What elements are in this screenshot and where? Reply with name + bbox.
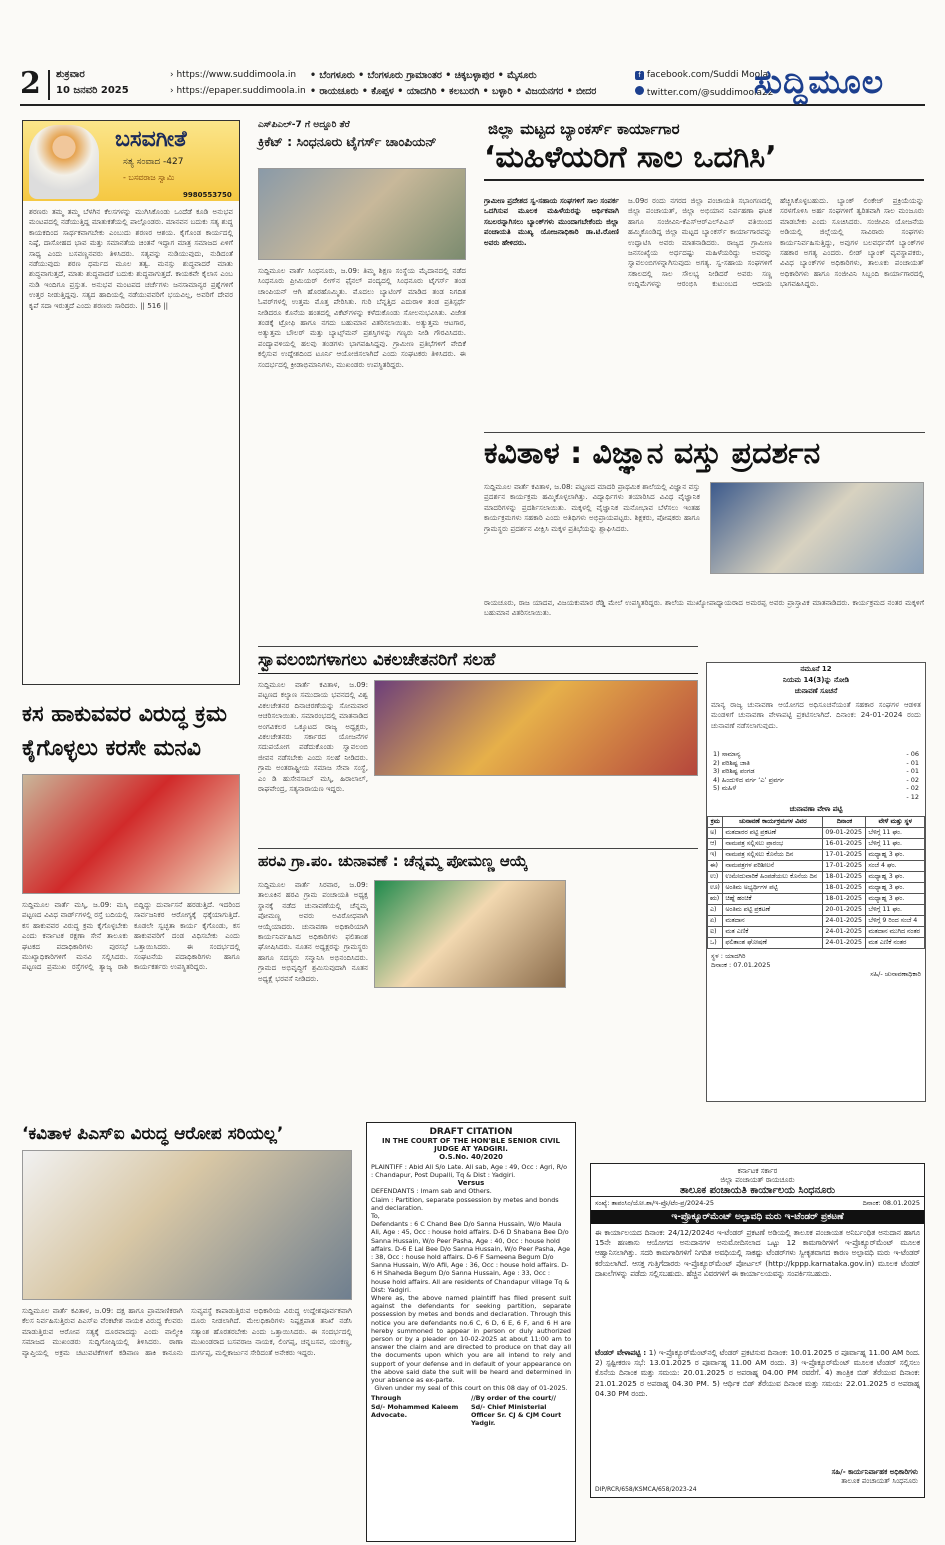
tender-ref: ಸಂಖ್ಯೆ: ತಾಪಂಸಿಂ/ಯೋ.ಶಾ/ಇ-ಪ್ರೊ/ಟೆಂ-ಪ್ರ/2024-25: [595, 1199, 714, 1207]
row-no: ಎ): [708, 905, 723, 916]
col-no: ಕ್ರಮ: [708, 817, 723, 828]
row-no: ಉ): [708, 872, 723, 883]
tender-schedule: ಟೆಂಡರ್ ವೇಳಾಪಟ್ಟಿ : 1) ಇ-ಪ್ರೊಕ್ಯೂರ್‌ಮೆಂಟ್‌ನಲ್ಲಿ ಟೆಂಡರ್ ಪ್ರಕಟಿಸುವ ದಿನಾಂಕ: 10.01.2025 ರ ಪೂರ್ವಾಹ್ನ 11.00 AM ರಿಂದ. 2) ಸ್ಪಷ್ಟೀಕರಣ ಸಭೆ: 13.01.2025 ರ ಪೂರ್ವಾಹ್ನ 11.00 AM ರಂದು. 3) ಇ-ಪ್ರೊಕ್ಯೂರ್‌ಮೆಂಟ್ ಮೂಲಕ ಟೆಂಡರ್ ಸಲ್ಲಿಸಲು ಕೊನೆಯ ದಿನಾಂಕ ಮತ್ತು ಸಮಯ: 20.01.2025 ರ ಅಪರಾಹ್ನ 04.00 PM ರವರೆಗೆ. 4) ತಾಂತ್ರಿಕ ಬಿಡ್ ತೆರೆಯುವ ದಿನಾಂಕ: 21.01.2025 ರ ಅಪರಾಹ್ನ 04.30 PM. 5) ಆರ್ಥಿಕ ಬಿಡ್ ತೆರೆಯುವ ದಿನಾಂಕ ಮತ್ತು ಸಮಯ: 22.01.2025 ರ ಅಪರಾಹ್ನ 04.30 PM ರಂದು.: [595, 1348, 920, 1398]
tender-gov: ಕರ್ನಾಟಕ ಸರ್ಕಾರ: [737, 1167, 778, 1175]
citation-court: IN THE COURT OF THE HON'BLE SENIOR CIVIL JUDGE AT YADGIRI.: [382, 1137, 560, 1153]
seat-list: [707, 748, 925, 803]
tender-banner: ಇ-ಪ್ರೊಕ್ಯೂರ್‌ಮೆಂಟ್ ಅಲ್ಪಾವಧಿ ಮರು ಇ-ಟೆಂಡರ್ ಪ್ರಕಟಣೆ: [591, 1210, 924, 1224]
row-date: 18-01-2025: [823, 883, 866, 894]
citation-notice: Where as, the above named plaintiff has filed present suit against the defendants for seeking partition, separate possession by metes and bonds and declaration. Through this notice you are defendants no.6 C, 6 D, 6 E, 6 F, and 6 H are hereby summoned to appear in person or duly authorized person or by a pleader on 10-02-2025 at about 11:00 am to answer the claim and are directed to produce on that day all the documents upon which you are all intend to rely and support of your defense and in default of your appearance on the above said date the suit will be heard and determined in your absence as ex-parte.: [371, 1294, 571, 1385]
tender-office: ತಾಲೂಕ ಪಂಚಾಯತಿ ಕಾರ್ಯಾಲಯ ಸಿಂಧನೂರು: [591, 1185, 924, 1197]
row-date: 17-01-2025: [823, 850, 866, 861]
masthead: [20, 62, 925, 106]
notice-intro: ಮಾನ್ಯ ರಾಜ್ಯ ಚುನಾವಣಾ ಆಯೋಗದ ಅಧಿಸೂಚನೆಯಂತೆ ಸಹಕಾರ ಸಂಘಗಳ ಆಡಳಿತ ಮಂಡಳಿಗೆ ಚುನಾವಣಾ ವೇಳಾಪಟ್ಟಿ ಪ್ರಕಟಿಸಲಾಗಿದೆ. ದಿನಾಂಕ: 24-01-2024 ರಂದು ಚುನಾವಣೆ ನಡೆಸಲಾಗುವುದು.: [711, 700, 921, 730]
bankers-headline: ‘ಮಹಿಳೆಯರಿಗೆ ಸಾಲ ಒದಗಿಸಿ’: [484, 140, 924, 181]
notice-heading: ಚುನಾವಣೆ ಸೂಚನೆ: [794, 687, 838, 695]
link-arrow-icon: ›: [170, 86, 177, 96]
row-date: 24-01-2025: [823, 916, 866, 927]
citation-to: To,: [371, 1212, 380, 1221]
kasa-protest-photo: [22, 774, 240, 894]
schedule-row: [708, 861, 925, 872]
science-caption: ರಾಯಚೂರು, ರಾಜ ಯಾದವ, ವಿಜಯಕುಮಾರ ರೆಡ್ಡಿ ಮೇಲೆ ಉಪಸ್ಥಿತರಿದ್ದರು. ಶಾಲೆಯ ಮುಖ್ಯೋಪಾಧ್ಯಾಯರಾದ ಅಮರಪ್ಪ ಅವರು ಪ್ರಾಸ್ತಾವಿಕ ಮಾತನಾಡಿದರು. ಕಾರ್ಯಕ್ರಮದ ನಂತರ ಮಕ್ಕಳಿಗೆ ಬಹುಮಾನ ವಿತರಿಸಲಾಯಿತು.: [484, 598, 924, 618]
row-date: 20-01-2025: [823, 905, 866, 916]
divider: [258, 646, 698, 647]
row-no: ಊ): [708, 883, 723, 894]
kasa-headline-1: ಕಸ ಹಾಕುವವರ ವಿರುದ್ಧ ಕ್ರಮ: [22, 702, 227, 727]
row-no: ಆ): [708, 839, 723, 850]
schedule-row: [708, 938, 925, 949]
notice-date: ದಿನಾಂಕ : 07.01.2025: [711, 961, 771, 969]
page-number-divider: [48, 70, 50, 100]
science-exhibition-photo: [710, 482, 924, 574]
cricket-team-photo: [258, 168, 466, 260]
row-no: ಈ): [708, 861, 723, 872]
citation-defendant-list: Defendants : 6 C Chand Bee D/o Sanna Hussain, W/o Maula Ali, Age : 45, Occ : house hold affairs. D-6 D Shabana Bee D/o Sanna Hussain, W/o Peer Pasha, Age : 40, Occ : house hold affairs. D-6 E Lal Bee D/o Sanna Hussain, W/o Peer Pasha, Age : 38, Occ : house hold affairs. D-6 F Sameena Begum D/o Sanna Hussain, W/o Afil, Age : 36, Occ : house hold affairs. D-6 H Shaheda Begum D/o Sanna Hussain, Age : 33, Occ : house hold affairs. All are residents of Chandapur village Tq & Dist: Yadgiri.: [371, 1220, 571, 1294]
row-event: ನಾಮಪತ್ರ ಸಲ್ಲಿಸಲು ಪ್ರಾರಂಭ: [723, 839, 823, 850]
row-event: ಮತದಾರರ ಪಟ್ಟಿ ಪ್ರಕಟಣೆ: [723, 828, 823, 839]
schedule-row: [708, 839, 925, 850]
basavageethe-banner: [23, 121, 239, 201]
swavalambi-headline: ಸ್ವಾವಲಂಬಿಗಳಾಗಲು ವಿಕಲಚೇತನರಿಗೆ ಸಲಹೆ: [258, 650, 698, 674]
row-event: ಮತ ಎಣಿಕೆ: [723, 927, 823, 938]
page-number: 2: [20, 66, 41, 101]
tender-ref-row: [591, 1197, 924, 1210]
row-time: ಬೆಳಿಗ್ಗೆ 9 ರಿಂದ ಸಂಜೆ 4: [866, 916, 925, 927]
notice-signature: ಸಹಿ/- ಚುನಾವಣಾಧಿಕಾರಿ: [870, 970, 921, 978]
basavageethe-title: ಬಸವಗೀತೆ: [115, 127, 187, 152]
seat-row: 2) ಪರಿಶಿಷ್ಟ ಜಾತಿ - 01: [713, 758, 919, 767]
row-date: 17-01-2025: [823, 861, 866, 872]
divider: [484, 432, 925, 433]
row-time: ಮಧ್ಯಾಹ್ನ 3 ಘಂ.: [866, 883, 925, 894]
psi-meeting-photo: [22, 1150, 352, 1300]
seat-row: 3) ಪರಿಶಿಷ್ಟ ಪಂಗಡ - 01: [713, 767, 919, 775]
twitter-link[interactable]: twitter.com/@suddimoola22: [635, 86, 773, 98]
schedule-row: [708, 872, 925, 883]
psi-headline: ‘ಕವಿತಾಳ ಪಿಎಸ್‌ಐ ವಿರುದ್ಧ ಆರೋಪ ಸರಿಯಲ್ಲ’: [22, 1124, 284, 1144]
swavalambi-body: ಸುದ್ದಿಮೂಲ ವಾರ್ತೆ ಕವಿತಾಳ, ಜ.09: ಪಟ್ಟಣದ ಕಲ್ಯಾಣ ಸಮುದಾಯ ಭವನದಲ್ಲಿ ವಿಶ್ವ ವಿಕಲಚೇತನರ ದಿನಾಚರಣೆಯನ್ನು ಸೋಮವಾರ ಆಚರಿಸಲಾಯಿತು. ಸಮಾರಂಭದಲ್ಲಿ ಮಾತನಾಡಿದ ಅಂಗವಿಕಲರ ಒಕ್ಕೂಟದ ರಾಜ್ಯ ಅಧ್ಯಕ್ಷರು, ವಿಕಲಚೇತನರು ಸರ್ಕಾರದ ಯೋಜನೆಗಳ ಸದುಪಯೋಗ ಪಡೆದುಕೊಂಡು ಸ್ವಾವಲಂಬಿ ಜೀವನ ನಡೆಸಬೇಕು ಎಂದು ಸಲಹೆ ನೀಡಿದರು. ಗ್ರಾಮ ಅಂತರಾಷ್ಟ್ರೀಯ ಸಮಾಜ ಸೇವಾ ಸಂಸ್ಥೆ, ಎಂ ಡಿ ಹುಸೇನಸಾಬ್ ಮಸ್ಕಿ, ಹಿರಾಲಾಲ್, ರಾಘವೇಂದ್ರ, ಸತ್ಯನಾರಾಯಣ ಇದ್ದರು.: [258, 680, 368, 794]
row-no: ಏ): [708, 916, 723, 927]
row-no: ಐ): [708, 927, 723, 938]
epaper-link[interactable]: › https://epaper.suddimoola.in: [170, 86, 306, 96]
haravi-body: ಸುದ್ದಿಮೂಲ ವಾರ್ತೆ ಸಿರವಾರ, ಜ.09: ತಾಲೂಕಿನ ಹರವಿ ಗ್ರಾಮ ಪಂಚಾಯತಿ ಅಧ್ಯಕ್ಷ ಸ್ಥಾನಕ್ಕೆ ನಡೆದ ಚುನಾವಣೆಯಲ್ಲಿ ಚೆನ್ನಮ್ಮ ಪೋಮಣ್ಣ ಅವರು ಅವಿರೋಧವಾಗಿ ಆಯ್ಕೆಯಾದರು. ಚುನಾವಣಾ ಅಧಿಕಾರಿಯಾಗಿ ಕಾರ್ಯನಿರ್ವಹಿಸಿದ ಅಧಿಕಾರಿಗಳು ಫಲಿತಾಂಶ ಘೋಷಿಸಿದರು. ನೂತನ ಅಧ್ಯಕ್ಷರನ್ನು ಗ್ರಾಮಸ್ಥರು ಹಾಗೂ ಸದಸ್ಯರು ಸನ್ಮಾನಿಸಿ ಅಭಿನಂದಿಸಿದರು. ಗ್ರಾಮದ ಅಭಿವೃದ್ಧಿಗೆ ಶ್ರಮಿಸುವುದಾಗಿ ನೂತನ ಅಧ್ಯಕ್ಷೆ ಭರವಸೆ ನೀಡಿದರು.: [258, 880, 368, 983]
schedule-row: [708, 927, 925, 938]
bankers-kicker: ಜಿಲ್ಲಾ ಮಟ್ಟದ ಬ್ಯಾಂಕರ್ಸ್ ಕಾರ್ಯಾಗಾರ: [488, 120, 680, 138]
notice-title: ನಮೂನೆ 12: [800, 665, 832, 673]
tender-signature: ಸಹಿ/- ಕಾರ್ಯನಿರ್ವಾಹಕ ಅಧಿಕಾರಿಗಳು: [831, 1468, 918, 1476]
basavageethe-body: ಶರಣರು ತಮ್ಮ ತಮ್ಮ ಬೆಳಗಿನ ಕೆಲಸಗಳನ್ನು ಮುಗಿಸಿಕೊಂಡು ಒಂದೆಡೆ ಕೂಡಿ ಅನುಭವ ಮಂಟಪದಲ್ಲಿ ನಡೆಯುತ್ತಿದ್ದ ಮಾತುಕತೆಯಲ್ಲಿ ಪಾಲ್ಗೊಂಡರು. ಮಾನವನ ಬದುಕು ಸತ್ಯ ಶುದ್ಧ ಕಾಯಕದಿಂದ ಸಾರ್ಥಕವಾಗಬೇಕು ಎಂಬುದು ಶರಣರ ಆಶಯ. ಕೈಗೊಂಡ ಕಾರ್ಯದಲ್ಲಿ ನಿಷ್ಠೆ, ದಾಸೋಹದ ಭಾವ ಮತ್ತು ಸಮಾನತೆಯ ಚಿಂತನೆ ಇದ್ದಾಗ ಮಾತ್ರ ಸಮಾಜದ ಏಳಿಗೆ ಸಾಧ್ಯ ಎಂದು ಬಸವಣ್ಣನವರು ತಿಳಿಸಿದರು. ಸತ್ಯವನ್ನು ನುಡಿಯುವುದು, ನುಡಿದಂತೆ ನಡೆಯುವುದು ಶರಣ ಧರ್ಮದ ಮೂಲ ತತ್ವ. ಮನಸ್ಸು ಶುದ್ಧವಾದರೆ ಮಾತು ಶುದ್ಧವಾಗುತ್ತದೆ, ಮಾತು ಶುದ್ಧವಾದರೆ ಬದುಕು ಶುದ್ಧವಾಗುತ್ತದೆ. ಕಾಯಕವೇ ಕೈಲಾಸ ಎಂಬ ನುಡಿ ಇಂದಿಗೂ ಪ್ರಸ್ತುತ. ಅನುಭವ ಮಂಟಪದ ಚರ್ಚೆಗಳು ಜನಸಾಮಾನ್ಯರ ಪ್ರಶ್ನೆಗಳಿಗೆ ಉತ್ತರ ನೀಡುತ್ತಿದ್ದವು. ಸತ್ಯದ ಹಾದಿಯಲ್ಲಿ ನಡೆಯುವವರಿಗೆ ಭಯವಿಲ್ಲ, ಅವರಿಗೆ ದೇವರ ಕೃಪೆ ಸದಾ ಇರುತ್ತದೆ ಎಂದು ಶರಣರು ಸಾರಿದರು. || 516 ||: [29, 207, 233, 310]
tender-zp: ಜಿಲ್ಲಾ ಪಂಚಾಯತ್ ರಾಯಚೂರು: [720, 1176, 795, 1184]
row-date: 24-01-2025: [823, 938, 866, 949]
link-arrow-icon: ›: [170, 70, 177, 80]
citation-title: DRAFT CITATION: [429, 1127, 513, 1137]
row-time: ಮಧ್ಯಾಹ್ನ 3 ಘಂ.: [866, 872, 925, 883]
schedule-row: [708, 894, 925, 905]
row-time: ಮತ ಎಣಿಕೆ ನಂತರ: [866, 938, 925, 949]
row-time: ಬೆಳಿಗ್ಗೆ 11 ಘಂ.: [866, 839, 925, 850]
newspaper-logo: ಸುದ್ದಿಮೂಲ: [754, 62, 885, 101]
row-no: ಒ): [708, 938, 723, 949]
citation-claim: Claim : Partition, separate possession by metes and bonds and declaration.: [371, 1195, 559, 1212]
col-time: ವೇಳೆ ಮತ್ತು ಸ್ಥಳ: [866, 817, 925, 828]
schedule-table: [707, 816, 925, 949]
facebook-icon: f: [635, 71, 644, 80]
row-date: 24-01-2025: [823, 927, 866, 938]
psi-body: ಸುದ್ದಿಮೂಲ ವಾರ್ತೆ ಕವಿತಾಳ, ಜ.09: ದಕ್ಷ ಹಾಗೂ ಪ್ರಾಮಾಣಿಕರಾಗಿ ಕೆಲಸ ನಿರ್ವಹಿಸುತ್ತಿರುವ ಪಿಎಸ್‌ಐ ವೆಂಕಟೇಶ ನಾಯಕ ವಿರುದ್ಧ ಕೆಲವರು ಮಾಡುತ್ತಿರುವ ಆರೋಪ ಸತ್ಯಕ್ಕೆ ದೂರವಾದದ್ದು ಎಂದು ವಾಲ್ಮೀಕಿ ಸಮಾಜದ ಮುಖಂಡರು ಸುದ್ದಿಗೋಷ್ಠಿಯಲ್ಲಿ ತಿಳಿಸಿದರು. ಠಾಣಾ ವ್ಯಾಪ್ತಿಯಲ್ಲಿ ಅಕ್ರಮ ಚಟುವಟಿಕೆಗಳಿಗೆ ಕಡಿವಾಣ ಹಾಕಿ ಕಾನೂನು ಸುವ್ಯವಸ್ಥೆ ಕಾಪಾಡುತ್ತಿರುವ ಅಧಿಕಾರಿಯ ವಿರುದ್ಧ ಉದ್ದೇಶಪೂರ್ವಕವಾಗಿ ದೂರು ನೀಡಲಾಗಿದೆ. ಮೇಲಧಿಕಾರಿಗಳು ನಿಷ್ಪಕ್ಷಪಾತ ತನಿಖೆ ನಡೆಸಿ ಸತ್ಯಾಂಶ ಹೊರತರಬೇಕು ಎಂದು ಒತ್ತಾಯಿಸಿದರು. ಈ ಸಂದರ್ಭದಲ್ಲಿ ಮುಖಂಡರಾದ ಬಸವರಾಜ ನಾಯಕ, ಲಿಂಗಪ್ಪ, ಚನ್ನಬಸವ, ಯಂಕಣ್ಣ, ದುರ್ಗಪ್ಪ, ಮಲ್ಲಿಕಾರ್ಜುನ ಸೇರಿದಂತೆ ಅನೇಕರು ಇದ್ದರು.: [22, 1306, 352, 1357]
notice-subtitle: ನಿಯಮ 14(3)ನ್ನು ನೋಡಿ: [782, 676, 850, 684]
draft-citation: [366, 1122, 576, 1542]
row-time: ಬೆಳಿಗ್ಗೆ 11 ಘಂ.: [866, 905, 925, 916]
sage-portrait: [29, 125, 99, 199]
cricket-article: [258, 120, 466, 150]
tender-notice: [590, 1163, 925, 1498]
election-notice: [706, 662, 926, 1102]
row-date: 09-01-2025: [823, 828, 866, 839]
science-body: ಸುದ್ದಿಮೂಲ ವಾರ್ತೆ ಕವಿತಾಳ, ಜ.08: ಪಟ್ಟಣದ ಮಾದರಿ ಪ್ರಾಥಮಿಕ ಶಾಲೆಯಲ್ಲಿ ವಿಜ್ಞಾನ ವಸ್ತು ಪ್ರದರ್ಶನ ಕಾರ್ಯಕ್ರಮ ಹಮ್ಮಿಕೊಳ್ಳಲಾಗಿತ್ತು. ವಿದ್ಯಾರ್ಥಿಗಳು ತಯಾರಿಸಿದ ವಿವಿಧ ವೈಜ್ಞಾನಿಕ ಮಾದರಿಗಳನ್ನು ಪ್ರದರ್ಶಿಸಲಾಯಿತು. ಮಕ್ಕಳಲ್ಲಿ ವೈಜ್ಞಾನಿಕ ಮನೋಭಾವ ಬೆಳೆಸಲು ಇಂತಹ ಕಾರ್ಯಕ್ರಮಗಳು ಸಹಕಾರಿ ಎಂದು ಅತಿಥಿಗಳು ಅಭಿಪ್ರಾಯಪಟ್ಟರು. ಶಿಕ್ಷಕರು, ಪೋಷಕರು ಹಾಗೂ ಗ್ರಾಮಸ್ಥರು ಪ್ರದರ್ಶನ ವೀಕ್ಷಿಸಿ ಮಕ್ಕಳ ಪ್ರತಿಭೆಯನ್ನು ಶ್ಲಾಘಿಸಿದರು.: [484, 482, 700, 533]
district-list-2: • ರಾಯಚೂರು • ಕೊಪ್ಪಳ • ಯಾದಗಿರಿ • ಕಲಬುರಗಿ • ಬಳ್ಳಾರಿ • ವಿಜಯನಗರ • ಬೀದರ: [310, 86, 597, 97]
citation-case-no: O.S.No. 40/2020: [439, 1153, 503, 1161]
schedule-row: [708, 916, 925, 927]
row-event: ನಾಮಪತ್ರಗಳ ಪರಿಶೀಲನೆ: [723, 861, 823, 872]
col-date: ದಿನಾಂಕ: [823, 817, 866, 828]
citation-signatures: [371, 1394, 571, 1427]
row-event: ಮತದಾನ: [723, 916, 823, 927]
schedule-row: [708, 850, 925, 861]
tender-signature-2: ತಾಲೂಕ ಪಂಚಾಯತ್ ಸಿಂಧನೂರು: [841, 1477, 918, 1485]
schedule-heading: ಚುನಾವಣಾ ವೇಳಾ ಪಟ್ಟಿ: [789, 805, 843, 813]
seat-row: 5) ಮಹಿಳೆ - 02: [713, 784, 919, 792]
row-event: ಫಲಿತಾಂಶ ಘೋಷಣೆ: [723, 938, 823, 949]
row-time: ಮಧ್ಯಾಹ್ನ 3 ಘಂ.: [866, 894, 925, 905]
science-headline: ಕವಿತಾಳ : ವಿಜ್ಞಾನ ವಸ್ತು ಪ್ರದರ್ಶನ: [484, 436, 821, 471]
haravi-photo: [374, 880, 566, 988]
kasa-headline-2: ಕೈಗೊಳ್ಳಲು ಕರಸೇ ಮನವಿ: [22, 736, 201, 761]
basavageethe-phone: 9980553750: [183, 191, 232, 199]
cricket-headline: ಕ್ರಿಕೆಟ್ : ಸಿಂಧನೂರು ಟೈಗರ್ಸ್ ಚಾಂಪಿಯನ್: [258, 134, 437, 149]
citation-advocate: Through Sd/- Mohammed Kaleem Advocate.: [371, 1394, 459, 1419]
row-time: ಮತದಾನ ಮುಗಿದ ನಂತರ: [866, 927, 925, 938]
notice-place: ಸ್ಥಳ : ಯಾದಗಿರಿ: [711, 952, 746, 960]
cricket-body: ಸುದ್ದಿಮೂಲ ವಾರ್ತೆ ಸಿಂಧನೂರು, ಜ.09: ತಿಮ್ಮ ಶಿಕ್ಷಣ ಸಂಸ್ಥೆಯ ಮೈದಾನದಲ್ಲಿ ನಡೆದ ಸಿಂಧನೂರು ಪ್ರೀಮಿಯರ್ ಲೀಗ್‌ನ ಫೈನಲ್ ಪಂದ್ಯದಲ್ಲಿ ಸಿಂಧನೂರು ಟೈಗರ್ಸ್ ತಂಡ ಚಾಂಪಿಯನ್ ಆಗಿ ಹೊರಹೊಮ್ಮಿತು. ಮೊದಲು ಬ್ಯಾಟಿಂಗ್ ಮಾಡಿದ ತಂಡ ನಿಗದಿತ ಓವರ್‌ಗಳಲ್ಲಿ ಉತ್ತಮ ಮೊತ್ತ ಪೇರಿಸಿತು. ಗುರಿ ಬೆನ್ನತ್ತಿದ ಎದುರಾಳಿ ತಂಡ ಪ್ರತಿಸ್ಪರ್ಧೆ ನೀಡಿದರೂ ಕೊನೆಯ ಹಂತದಲ್ಲಿ ವಿಕೆಟ್‌ಗಳನ್ನು ಕಳೆದುಕೊಂಡು ಸೋಲನುಭವಿಸಿತು. ವಿಜೇತ ತಂಡಕ್ಕೆ ಟ್ರೋಫಿ ಹಾಗೂ ನಗದು ಬಹುಮಾನ ವಿತರಿಸಲಾಯಿತು. ಅತ್ಯುತ್ತಮ ಆಟಗಾರ, ಅತ್ಯುತ್ತಮ ಬೌಲರ್ ಮತ್ತು ಬ್ಯಾಟ್ಸ್‌ಮನ್ ಪ್ರಶಸ್ತಿಗಳನ್ನು ಗಣ್ಯರು ನೀಡಿ ಗೌರವಿಸಿದರು. ಪಂದ್ಯಾವಳಿಯಲ್ಲಿ ಹಲವು ತಂಡಗಳು ಭಾಗವಹಿಸಿದ್ದವು. ಗ್ರಾಮೀಣ ಪ್ರತಿಭೆಗಳಿಗೆ ವೇದಿಕೆ ಕಲ್ಪಿಸುವ ಉದ್ದೇಶದಿಂದ ಟೂರ್ನಿ ಆಯೋಜಿಸಲಾಗಿದೆ ಎಂದು ಸಂಘಟಕರು ತಿಳಿಸಿದರು. ಈ ಸಂದರ್ಭದಲ್ಲಿ ಕ್ರೀಡಾಭಿಮಾನಿಗಳು, ಮುಖಂಡರು ಉಪಸ್ಥಿತರಿದ್ದರು.: [258, 266, 466, 369]
row-event: ಅಂತಿಮ ಪಟ್ಟಿ ಪ್ರಕಟಣೆ: [723, 905, 823, 916]
schedule-row: [708, 883, 925, 894]
row-event: ಉಮೇದುವಾರಿಕೆ ಹಿಂಪಡೆಯಲು ಕೊನೆಯ ದಿನ: [723, 872, 823, 883]
citation-versus: Versus: [457, 1179, 485, 1188]
district-list-1: • ಬೆಂಗಳೂರು • ಬೆಂಗಳೂರು ಗ್ರಾಮಾಂತರ • ಚಿಕ್ಕಬಳ್ಳಾಪುರ • ಮೈಸೂರು: [310, 70, 537, 81]
cricket-kicker: ಎಸ್‌ಪಿಎಲ್-7 ಗೆ ಅದ್ದೂರಿ ತೆರೆ: [258, 120, 350, 130]
citation-plaintiff: PLAINTIFF : Abid Ali S/o Late. Ali sab, Age : 49, Occ : Agri, R/o : Chandapur, Post Dupalli, Tq & Dist : Yadgiri.: [371, 1163, 568, 1180]
row-event: ಅಂತಿಮ ಅಭ್ಯರ್ಥಿಗಳ ಪಟ್ಟಿ: [723, 883, 823, 894]
row-date: 18-01-2025: [823, 894, 866, 905]
website-link[interactable]: › https://www.suddimoola.in: [170, 70, 297, 80]
citation-defendants: DEFENDANTS : Imam sab and Others.: [371, 1187, 492, 1196]
divider: [258, 848, 698, 849]
bankers-body: ಜ.09ರ ರಂದು ನಗರದ ಜಿಲ್ಲಾ ಪಂಚಾಯತಿ ಸಭಾಂಗಣದಲ್ಲಿ ಜಿಲ್ಲಾ ಪಂಚಾಯತ್, ಜಿಲ್ಲಾ ಅಭಿಯಾನ ನಿರ್ವಹಣಾ ಘಟಕ ಹಾಗೂ ಸಂಜೀವಿನಿ-ಕೆಎಸ್‌ಆರ್‌ಎಲ್‌ಪಿಎಸ್ ವತಿಯಿಂದ ಹಮ್ಮಿಕೊಂಡಿದ್ದ ಜಿಲ್ಲಾ ಮಟ್ಟದ ಬ್ಯಾಂಕರ್ಸ್ ಕಾರ್ಯಾಗಾರವನ್ನು ಉದ್ಘಾಟಿಸಿ ಅವರು ಮಾತನಾಡಿದರು. ರಾಜ್ಯದ ಗ್ರಾಮೀಣ ಜನಸಂಖ್ಯೆಯ ಅರ್ಧದಷ್ಟು ಮಹಿಳೆಯರಿದ್ದು ಅವರನ್ನು ಸ್ವಾವಲಂಬಿಗಳನ್ನಾಗಿಸುವುದು ಅಗತ್ಯ. ಸ್ವ-ಸಹಾಯ ಸಂಘಗಳಿಗೆ ಸಕಾಲದಲ್ಲಿ ಸಾಲ ಸೌಲಭ್ಯ ನೀಡಿದರೆ ಅವರು ಸಣ್ಣ ಉದ್ದಿಮೆಗಳನ್ನು ಆರಂಭಿಸಿ ಕುಟುಂಬದ ಆದಾಯ ಹೆಚ್ಚಿಸಿಕೊಳ್ಳಬಹುದು. ಬ್ಯಾಂಕ್ ಲಿಂಕೇಜ್ ಪ್ರಕ್ರಿಯೆಯನ್ನು ಸರಳಗೊಳಿಸಿ ಅರ್ಹ ಸಂಘಗಳಿಗೆ ತ್ವರಿತವಾಗಿ ಸಾಲ ಮಂಜೂರು ಮಾಡಬೇಕು ಎಂದು ಸೂಚಿಸಿದರು. ಸಂಜೀವಿನಿ ಯೋಜನೆಯ ಅಡಿಯಲ್ಲಿ ಜಿಲ್ಲೆಯಲ್ಲಿ ಸಾವಿರಾರು ಸಂಘಗಳು ಕಾರ್ಯನಿರ್ವಹಿಸುತ್ತಿದ್ದು, ಅವುಗಳ ಬಲವರ್ಧನೆಗೆ ಬ್ಯಾಂಕ್‌ಗಳ ಸಹಕಾರ ಅಗತ್ಯ ಎಂದರು. ಲೀಡ್ ಬ್ಯಾಂಕ್ ವ್ಯವಸ್ಥಾಪಕರು, ವಿವಿಧ ಬ್ಯಾಂಕ್‌ಗಳ ಅಧಿಕಾರಿಗಳು, ತಾಲೂಕು ಪಂಚಾಯತ್ ಅಧಿಕಾರಿಗಳು ಹಾಗೂ ಸಂಜೀವಿನಿ ಸಿಬ್ಬಂದಿ ಕಾರ್ಯಾಗಾರದಲ್ಲಿ ಭಾಗವಹಿಸಿದ್ದರು.: [628, 196, 924, 289]
basavageethe-column: [22, 120, 240, 685]
row-time: ಸಂಜೆ 4 ಘಂ.: [866, 861, 925, 872]
citation-given: Given under my seal of this court on this 08 day of 01-2025.: [374, 1384, 568, 1393]
row-no: ಇ): [708, 850, 723, 861]
swavalambi-photo: [374, 680, 698, 776]
basavageethe-author: - ಬಸವರಾಜ ಸ್ವಾಮಿ: [123, 173, 175, 182]
row-no: ಅ): [708, 828, 723, 839]
tender-date: ದಿನಾಂಕ: 08.01.2025: [862, 1199, 920, 1207]
basavageethe-subtitle: ಸತ್ಯ ಸಂವಾದ -427: [123, 157, 184, 167]
row-event: ಚಿಹ್ನೆ ಹಂಚಿಕೆ: [723, 894, 823, 905]
schedule-row: [708, 905, 925, 916]
seat-total: - 12: [906, 792, 919, 801]
row-time: ಮಧ್ಯಾಹ್ನ 3 ಘಂ.: [866, 850, 925, 861]
facebook-link[interactable]: f facebook.com/Suddi Moola: [635, 70, 768, 80]
col-event: ಚುನಾವಣೆ ಕಾರ್ಯಕ್ರಮಗಳ ವಿವರ: [723, 817, 823, 828]
tender-dip: DIP/RCR/658/KSMCA/658/2023-24: [595, 1486, 697, 1493]
tender-body: ಈ ಕಾರ್ಯಾಲಯದ ದಿನಾಂಕ: 24/12/2024ರ ಇ-ಟೆಂಡರ್ ಪ್ರಕಟಣೆ ಅಡಿಯಲ್ಲಿ ತಾಲೂಕ ಪಂಚಾಯತ ಅನಿರ್ಬಂಧಿತ ಅನುದಾನ ಹಾಗೂ 15ನೇ ಹಣಕಾಸು ಆಯೋಗದ ಅನುದಾನಗಳ ಅನುಮೋದಿಸಲಾದ ಒಟ್ಟು 12 ಕಾಮಗಾರಿಗಳಿಗೆ ಇ-ಪ್ರೊಕ್ಯೂರ್‌ಮೆಂಟ್ ಮೂಲಕ ಆಹ್ವಾನಿಸಲಾಗಿತ್ತು. ಸದರಿ ಕಾಮಗಾರಿಗಳಿಗೆ ನಿಗದಿತ ಅವಧಿಯಲ್ಲಿ ಸಾಕಷ್ಟು ಟೆಂಡರ್‌ಗಳು ಸ್ವೀಕೃತವಾಗದ ಕಾರಣ ಅಲ್ಪಾವಧಿ ಮರು ಇ-ಟೆಂಡರ್ ಕರೆಯಲಾಗಿದೆ. ಆಸಕ್ತ ಗುತ್ತಿಗೆದಾರರು ಇ-ಪ್ರೊಕ್ಯೂರ್‌ಮೆಂಟ್ ಪೋರ್ಟಲ್ (http://kppp.karnataka.gov.in) ಮೂಲಕ ಟೆಂಡರ್ ದಾಖಲೆಗಳನ್ನು ಪಡೆದು ಸಲ್ಲಿಸಬಹುದು. ಹೆಚ್ಚಿನ ವಿವರಗಳಿಗೆ ಈ ಕಾರ್ಯಾಲಯವನ್ನು ಸಂಪರ್ಕಿಸಬಹುದು.: [595, 1228, 920, 1278]
haravi-headline: ಹರವಿ ಗ್ರಾ.ಪಂ. ಚುನಾವಣೆ : ಚೆನ್ನಮ್ಮ ಪೋಮಣ್ಣ ಆಯ್ಕೆ: [258, 852, 528, 870]
issue-date: 10 ಜನವರಿ 2025: [56, 85, 129, 96]
kasa-body: ಸುದ್ದಿಮೂಲ ವಾರ್ತೆ ಮಸ್ಕಿ, ಜ.09: ಮಸ್ಕಿ ಪಟ್ಟಣದ ವಿವಿಧ ವಾರ್ಡ್‌ಗಳಲ್ಲಿ ರಸ್ತೆ ಬದಿಯಲ್ಲಿ ಕಸ ಹಾಕುವವರ ವಿರುದ್ಧ ಕ್ರಮ ಕೈಗೊಳ್ಳಬೇಕು ಎಂದು ಕರ್ನಾಟಕ ರಕ್ಷಣಾ ಸೇನೆ ತಾಲೂಕು ಘಟಕದ ಪದಾಧಿಕಾರಿಗಳು ಪುರಸಭೆ ಮುಖ್ಯಾಧಿಕಾರಿಗಳಿಗೆ ಮನವಿ ಸಲ್ಲಿಸಿದರು. ಪಟ್ಟಣದ ಪ್ರಮುಖ ರಸ್ತೆಗಳಲ್ಲಿ ತ್ಯಾಜ್ಯ ರಾಶಿ ಬಿದ್ದಿದ್ದು ದುರ್ವಾಸನೆ ಹರಡುತ್ತಿದೆ. ಇದರಿಂದ ಸಾರ್ವಜನಿಕರ ಆರೋಗ್ಯಕ್ಕೆ ಧಕ್ಕೆಯಾಗುತ್ತಿದೆ. ಕೂಡಲೇ ಸ್ವಚ್ಛತಾ ಕಾರ್ಯ ಕೈಗೊಂಡು, ಕಸ ಹಾಕುವವರಿಗೆ ದಂಡ ವಿಧಿಸಬೇಕು ಎಂದು ಒತ್ತಾಯಿಸಿದರು. ಈ ಸಂದರ್ಭದಲ್ಲಿ ಸಂಘಟನೆಯ ಪದಾಧಿಕಾರಿಗಳು ಹಾಗೂ ಕಾರ್ಯಕರ್ತರು ಉಪಸ್ಥಿತರಿದ್ದರು.: [22, 900, 240, 972]
row-date: 16-01-2025: [823, 839, 866, 850]
citation-order: //By order of the court// Sd/- Chief Ministerial Officer Sr. CJ & CJM Court Yadgir.: [471, 1394, 562, 1428]
issue-day: ಶುಕ್ರವಾರ: [56, 69, 85, 80]
row-no: ಋ): [708, 894, 723, 905]
row-date: 18-01-2025: [823, 872, 866, 883]
row-time: ಬೆಳಿಗ್ಗೆ 11 ಘಂ.: [866, 828, 925, 839]
bankers-lead: ಗ್ರಾಮೀಣ ಪ್ರದೇಶದ ಸ್ವ-ಸಹಾಯ ಸಂಘಗಳಿಗೆ ಸಾಲ ಸಂಪರ್ಕ ಒದಗಿಸುವ ಮೂಲಕ ಮಹಿಳೆಯರನ್ನು ಆರ್ಥಿಕವಾಗಿ ಸಬಲರನ್ನಾಗಿಸಲು ಬ್ಯಾಂಕ್‌ಗಳು ಮುಂದಾಗಬೇಕೆಂದು ಜಿಲ್ಲಾ ಪಂಚಾಯತಿ ಮುಖ್ಯ ಯೋಜನಾಧಿಕಾರಿ ಡಾ.ಟಿ.ರೋಣಿ ಅವರು ಹೇಳಿದರು.: [484, 196, 619, 247]
schedule-row: [708, 828, 925, 839]
seat-row: 1) ಸಾಮಾನ್ಯ - 06: [713, 750, 919, 758]
row-event: ನಾಮಪತ್ರ ಸಲ್ಲಿಸಲು ಕೊನೆಯ ದಿನ: [723, 850, 823, 861]
notice-footer: [707, 949, 925, 982]
twitter-icon: [635, 86, 644, 95]
seat-row: 4) ಹಿಂದುಳಿದ ವರ್ಗ ‘ಎ’ ಪ್ರವರ್ಗ - 02: [713, 775, 919, 784]
